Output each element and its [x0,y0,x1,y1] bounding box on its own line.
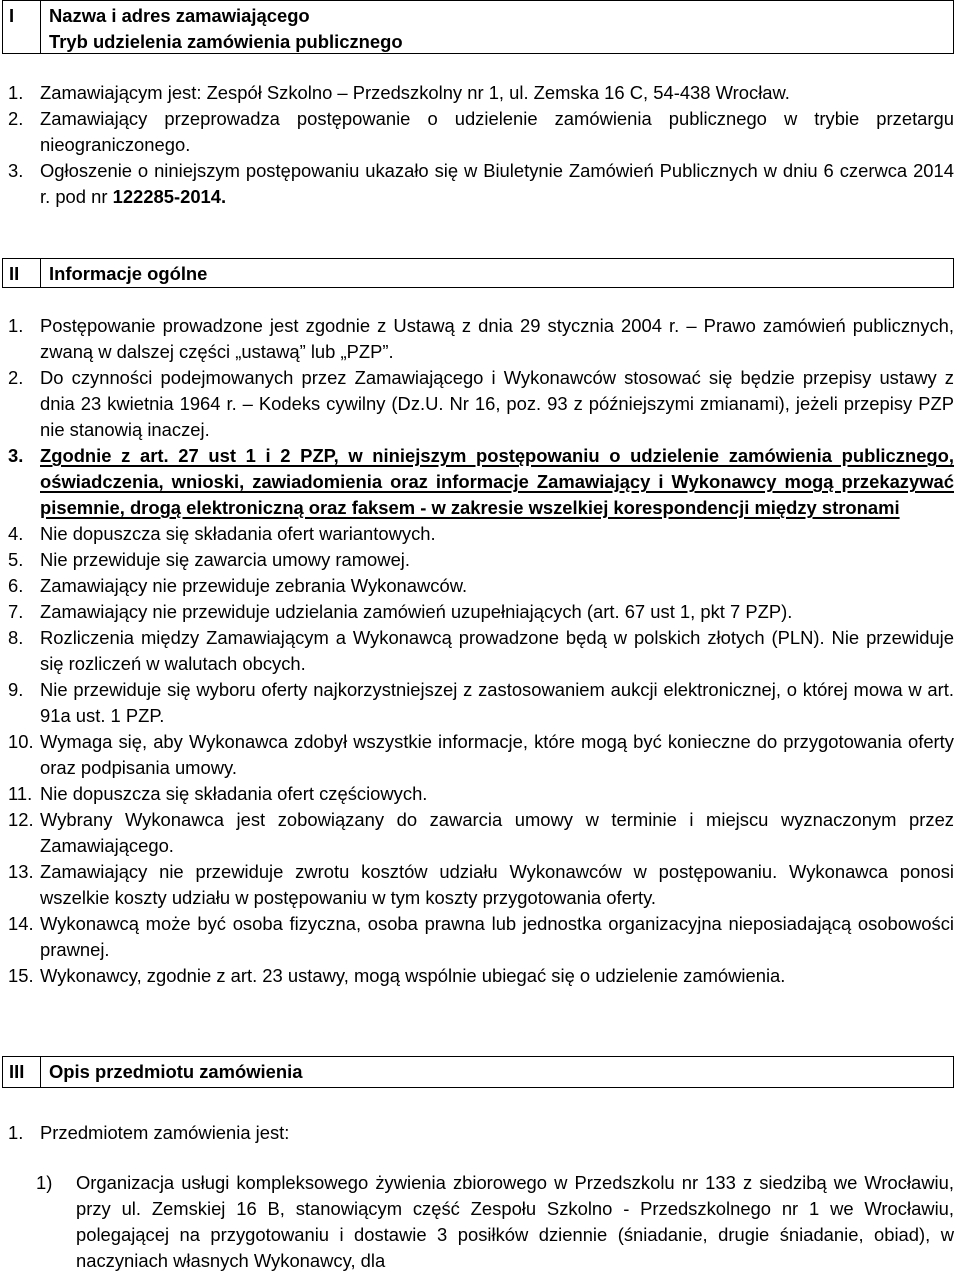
correspondence-rule: Zgodnie z art. 27 ust 1 i 2 PZP, w niniejszym postępowaniu o udzielenie zamówienia publicznego, oświadczenia, wnioski, zawiadomienia oraz informacje Zamawiający i Wykonawcy mogą przekazywać pisemnie, drogą elektroniczną oraz faksem - w zakresie wszelkiej korespondencji między stronami [40,445,954,518]
section-3-list [8,1120,954,1146]
list-item: 15. Wykonawcy, zgodnie z art. 23 ustawy, mogą wspólnie ubiegać się o udzielenie zamówienia. [8,965,786,986]
list-item: 3. Zgodnie z art. 27 ust 1 i 2 PZP, w niniejszym postępowaniu o udzielenie zamówienia publicznego, oświadczenia, wnioski, zawiadomienia oraz informacje Zamawiający i Wykonawcy mogą przekazywać pisemnie, drogą elektroniczną oraz faksem - w zakresie wszelkiej korespondencji między stronami [8,443,954,521]
section-3-title: Opis przedmiotu zamówienia [49,1061,303,1082]
section-2-title: Informacje ogólne [49,263,208,284]
section-3-number: III [3,1057,41,1087]
list-item: 14. Wykonawcą może być osoba fizyczna, osoba prawna lub jednostka organizacyjna nieposiadającą osobowości prawnej. [8,913,954,960]
list-item: 7. Zamawiający nie przewiduje udzielania zamówień uzupełniających (art. 67 ust 1, pkt 7 PZP). [8,601,793,622]
list-item: 8. Rozliczenia między Zamawiającym a Wykonawcą prowadzone będą w polskich złotych (PLN). Nie przewiduje się rozliczeń w walutach obcych. [8,627,954,674]
list-item: 5. Nie przewiduje się zawarcia umowy ramowej. [8,549,410,570]
list-item: 10. Wymaga się, aby Wykonawca zdobył wszystkie informacje, które mogą być konieczne do przygotowania oferty oraz podpisania umowy. [8,731,954,778]
section-1-title-line1: Nazwa i adres zamawiającego [49,5,310,26]
list-item: 4. Nie dopuszcza się składania ofert wariantowych. [8,523,436,544]
list-item: 12. Wybrany Wykonawca jest zobowiązany do zawarcia umowy w terminie i miejscu wyznaczonym przez Zamawiającego. [8,809,954,856]
section-2-list [8,313,954,989]
list-item: 13. Zamawiający nie przewiduje zwrotu kosztów udziału Wykonawców w postępowaniu. Wykonawca ponosi wszelkie koszty udziału w postępowaniu w tym koszty przygotowania oferty. [8,861,954,908]
section-2-header [2,258,954,288]
section-3-subitem: 1) Organizacja usługi kompleksowego żywienia zbiorowego w Przedszkolu nr 133 z siedzibą we Wrocławiu, przy ul. Zemskiej 16 B, stanowiącym część Zespołu Szkolno - Przedszkolnego nr 1 we Wrocławiu, polegającej na przygotowaniu i dostawie 3 posiłków dziennie (śniadanie, drugie śniadanie, obiad), w naczyniach własnych Wykonawcy, dla [36,1172,954,1271]
list-item: 3. Ogłoszenie o niniejszym postępowaniu ukazało się w Biuletynie Zamówień Publicznych w dniu 6 czerwca 2014 r. pod nr 122285-2014. [8,160,954,207]
list-item: 2. Zamawiający przeprowadza postępowanie o udzielenie zamówienia publicznego w trybie przetargu nieograniczonego. [8,108,954,155]
list-item: 11. Nie dopuszcza się składania ofert częściowych. [8,783,428,804]
section-3-header [2,1056,954,1088]
section-1-title [41,1,403,53]
section-1-list [8,80,954,210]
list-item: 1. Postępowanie prowadzone jest zgodnie z Ustawą z dnia 29 stycznia 2004 r. – Prawo zamówień publicznych, zwaną w dalszej części „ustawą” lub „PZP”. [8,315,954,362]
list-item: 2. Do czynności podejmowanych przez Zamawiającego i Wykonawców stosować się będzie przepisy ustawy z dnia 23 kwietnia 1964 r. – Kodeks cywilny (Dz.U. Nr 16, poz. 93 z późniejszymi zmianami), jeżeli przepisy PZP nie stanowią inaczej. [8,367,954,440]
list-item: 9. Nie przewiduje się wyboru oferty najkorzystniejszej z zastosowaniem aukcji elektronicznej, o której mowa w art. 91a ust. 1 PZP. [8,679,954,726]
list-item: 1. Zamawiającym jest: Zespół Szkolno – Przedszkolny nr 1, ul. Zemska 16 C, 54-438 Wrocław. [8,82,790,103]
section-1-title-line2: Tryb udzielenia zamówienia publicznego [49,31,403,52]
section-2-number: II [3,259,41,287]
section-1-header [2,0,954,54]
section-1-number: I [3,1,41,53]
announcement-number: 122285-2014. [112,186,227,207]
list-item: 1. Przedmiotem zamówienia jest: [8,1122,290,1143]
list-item: 6. Zamawiający nie przewiduje zebrania Wykonawców. [8,575,468,596]
